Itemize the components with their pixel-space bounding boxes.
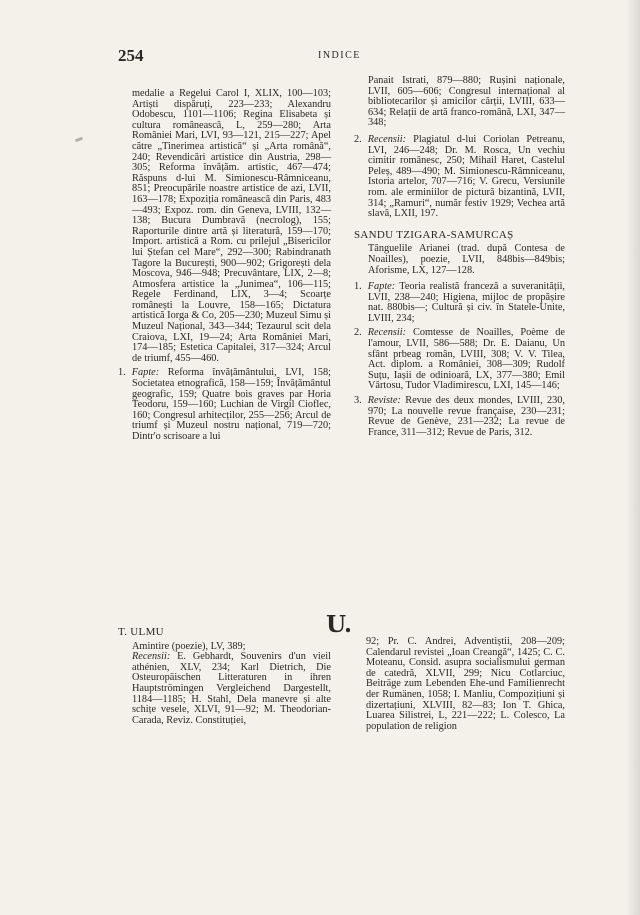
entry-works: Amintire (poezie), LV, 389;	[132, 640, 246, 652]
item-number: 3.	[354, 395, 362, 407]
item-text: Plagiatul d-lui Coriolan Petreanu, LVI, 246—248; Dr. M. Rosca, Un vechiu cimitir românesc, 250; Mihail Haret, Castelul Peleș, 489—490; M. Simionescu-Râmniceanu, Istoria artelor, 707—716; V. Grecu, Versiunile rom. ale erminiilor de pictură bizantină, LVII, 314; „Ramuri“, număr festiv 1929; Vechea artă slavă, LXII, 197.	[368, 133, 565, 220]
entry-works: Tânguelile Arianei (trad. după Contesa de Noailles), poezie, LVII, 848bis—849bis; Aforisme, LX, 127—128.	[368, 243, 565, 276]
item-label: Fapte:	[131, 367, 160, 379]
item-label: Fapte:	[367, 281, 396, 293]
entry-recensii	[354, 328, 565, 392]
ink-speck	[75, 137, 84, 143]
item-text: Comtesse de Noailles, Poème de l'amour, LVII, 586—588; Dr. E. Daianu, Un sfânt prbeag român, LVIII, 308; V. V. Tilea, Act. diplom. a României, 308—309; Rudolf Suțu, Iașii de odinioară, LX, 377—380; Emil Vârtosu, Tudor Vladimirescu, LXI, 145—146;	[368, 327, 565, 392]
item-label: Reviste:	[367, 395, 401, 407]
author-heading: T. ULMU	[118, 626, 164, 638]
page-header	[0, 46, 640, 66]
item-text: E. Gebhardt, Souvenirs d'un vieil athénien, XLV, 234; Karl Dietrich, Die Osteuropäischen Litteraturen in ihren Hauptströmingen Vergleichend Dargestellt, 1184—1185; H. Stahl, Dela manevre și alte schițe vesele, XLVI, 91—92; M. Theodorian-Carada, Reviz. Constituției,	[132, 651, 331, 726]
column-top-left	[118, 89, 331, 443]
column-bottom-left	[118, 627, 331, 726]
entry-recensii	[354, 135, 565, 220]
item-number: 1.	[118, 367, 126, 379]
item-label: Recensii:	[132, 651, 171, 663]
item-label: Recensii:	[367, 133, 407, 145]
entry-fapte	[118, 368, 331, 442]
entry-continuation: medalie a Regelui Carol I, XLIX, 100—103; Artiști dispăruți, 223—233; Alexandru Odobescu, 1101—1106; Regina Elisabeta și cultura românească, L, 259—280; Arta României Mari, LVI, 93—121, 215—227; Apel către „Tinerimea artistică“ și „Arta română“, 240; Revendicări artistice din Austria, 298—305; Reforma învățăm. artistic, 467—474; Răspuns d-lui M. Simionescu-Râmniceanu, 851; Preocupările noastre artistice de azi, LVII, 163—178; Expoziția românească din Paris, 483—493; Expoz. rom. din Geneva, LVIII, 132—138; Bucura Dumbravă (necrolog), 155; Raporturile dintre artă și literatură, 159—170; Import. artistică a Rom. cu prilejul „Bisericilor lui Ștefan cel Mare“, 292—300; Rabindranath Tagore la București, 900—902; Grigorești dela Moscova, 946—948; Precuvântare, LIX, 2—8; Atmosfera artistice la „Junimea“, 106—115; Regele Ferdinand, LIX, 3—4; Scoarțe românești la Louvre, 158—165; Dictatura artistică Iorga & Co, 205—230; Muzeul Simu și Muzeul Național, 343—344; Tezaurul scit dela Craiova, LXI, 19—24; Arta României Mari, 174—185; Estetica Capitalei, 317—324; Arcul de triumf, 455—460.	[132, 88, 331, 364]
section-letter: U.	[326, 611, 352, 638]
page-spine-shadow	[626, 0, 640, 915]
author-heading: SANDU TZIGARA-SAMURCAȘ	[354, 228, 514, 241]
item-text: Teoria realistă franceză a suveranității, LVII, 238—240; Higiena, mijloc de propășire nat. 880bis—; Cultură și civ. în Statele-Unite, LVIII, 234;	[368, 281, 565, 324]
item-text: Reforma învățământului, LVI, 158; Societatea etnografică, 158—159; Învățământul geografic, 159; Quatre bois graves par Horia Teodoru, 159—160; Luchian de Virgil Cioflec, 160; Congresul arhitecților, 255—256; Arcul de triumf și Muzeul nostru național, 719—720; Dintr'o scrisoare a lui	[132, 367, 331, 442]
entry-recensii	[118, 652, 331, 726]
column-top-right	[354, 76, 565, 438]
entry-fapte	[354, 282, 565, 324]
item-number: 2.	[354, 327, 362, 339]
item-text: Revue des deux mondes, LVIII, 230, 970; La nouvelle revue française, 230—231; Revue de Genève, 231—232; La revue de France, 311—312; Revue de Paris, 312.	[368, 395, 565, 438]
item-number: 1.	[354, 281, 362, 293]
item-number: 2.	[354, 133, 362, 145]
entry-continuation: 92; Pr. C. Andrei, Adventiștii, 208—209; Calendarul revistei „Ioan Creangă“, 1425; C. C. Moteanu, Consid. asupra socialismului german de catedră, XLVII, 299; Nicu Cotlarciuc, Beiträge zum Lebenden Ehe-und Familienrecht der Rumänen, 1058; I. Manliu, Compozițiuni și dizertațiuni, XLVIII, 82—83; Ion T. Ghica, Luarea Silistrei, L, 221—222; L. Colesco, La population de religion	[366, 636, 565, 732]
entry-continuation: Panait Istrati, 879—880; Rușini naționale, LVII, 605—606; Congresul internațional al bibliotecarilor și amicilor cărții, LVIII, 633—634; Relații de artă franco-română, LXI, 347—348;	[368, 75, 565, 129]
entry-reviste	[354, 396, 565, 438]
page-number: 254	[118, 46, 144, 65]
item-label: Recensii:	[367, 327, 407, 339]
running-head: INDICE	[318, 50, 361, 61]
column-bottom-right	[352, 637, 565, 732]
